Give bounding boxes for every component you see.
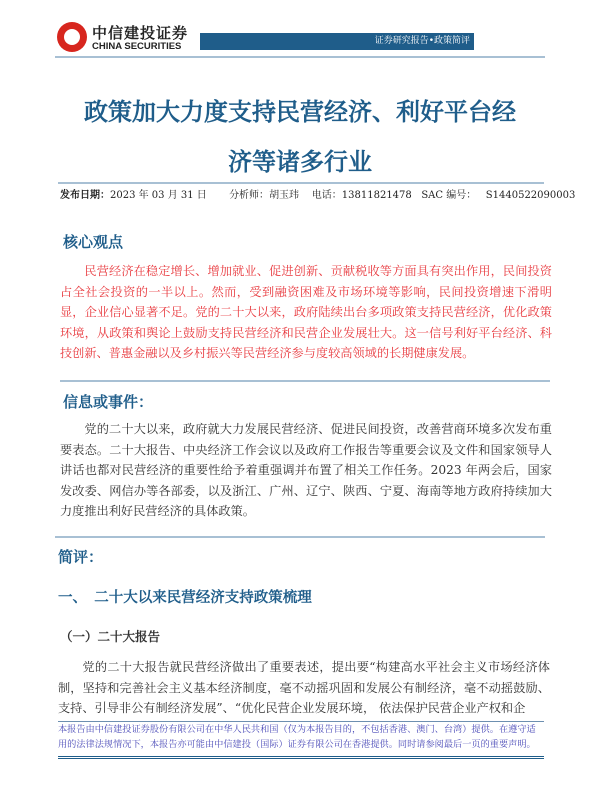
meta-line [60, 186, 575, 201]
date-label: 发布日期： [60, 190, 110, 201]
disclaimer-footer: 本报告由中信建投证券股份有限公司在中华人民共和国（仅为本报告目的，不包括香港、澳门、台湾）提供。在遵守适用的法律法规情况下，本报告亦可能由中信建投（国际）证券有限公司在香港提供。同时请参阅最后一页的重要声明。 [58, 721, 544, 759]
header-divider [55, 56, 545, 58]
company-logo-icon [57, 22, 87, 52]
date: 2023 年 03 月 31 日 [110, 190, 207, 201]
core-divider [60, 380, 550, 382]
title-divider [58, 182, 544, 184]
analyst: 胡玉玮 [269, 190, 300, 201]
title-line-2: 济等诸多行业 [228, 148, 372, 176]
logo-en: CHINA SECURITIES [92, 41, 182, 52]
core-text: 民营经济在稳定增长、增加就业、促进创新、贡献税收等方面具有突出作用，民间投资占全社会投资的一半以上。然而，受到融资困难及市场环境等影响，民间投资增速下滑明显，企业信心显著不足。党的二十大以来，政府陆续出台多项政策支持民营经济，优化政策环境，从政策和舆论上鼓励支持民营经济和民营企业发展壮大。这一信号利好平台经济、科技创新、普惠金融以及乡村振兴等民营经济参与度较高领域的长期健康发展。 [60, 264, 552, 360]
analyst-label: 分析师： [229, 190, 270, 201]
sac-label: SAC 编号： [421, 190, 477, 201]
phone-label: 电话： [311, 190, 342, 201]
review-text: 党的二十大报告就民营经济做出了重要表述，提出要“构建高水平社会主义市场经济体制，坚持和完善社会主义基本经济制度，毫不动摇巩固和发展公有制经济，毫不动摇鼓励、支持、引导非公有制经济发展”、“优化民营企业发展环境， 依法保护民营企业产权和企 [58, 660, 550, 715]
report-category-bar [200, 33, 474, 50]
event-heading: 信息或事件： [63, 393, 154, 411]
core-heading: 核心观点 [63, 233, 124, 251]
event-divider [55, 536, 545, 538]
event-text: 党的二十大以来，政府就大力发展民营经济、促进民间投资，改善营商环境多次发布重要表态。二十大报告、中央经济工作会议以及政府工作报告等重要会议及文件和国家领导人讲话也都对民营经济的重要性给予着重强调并布置了相关工作任务。2023 年两会后，国家发改委、网信办等各部委，以及浙江、广州、辽宁、陕西、宁夏、海南等地方政府持续加大力度推出利好民营经济的具体政策。 [60, 422, 552, 518]
report-category: 证券研究报告•政策简评 [374, 36, 470, 46]
phone: 13811821478 [341, 190, 412, 201]
subsection-heading-1: （一）二十大报告 [60, 629, 161, 644]
logo-cn: 中信建投证券 [92, 24, 189, 42]
sac: S1440522090003 [485, 190, 576, 201]
section-heading-1: 一、 二十大以来民营经济支持政策梳理 [58, 590, 312, 606]
review-heading: 简评： [58, 548, 104, 566]
title-line-1: 政策加大力度支持民营经济、利好平台经 [84, 98, 516, 126]
